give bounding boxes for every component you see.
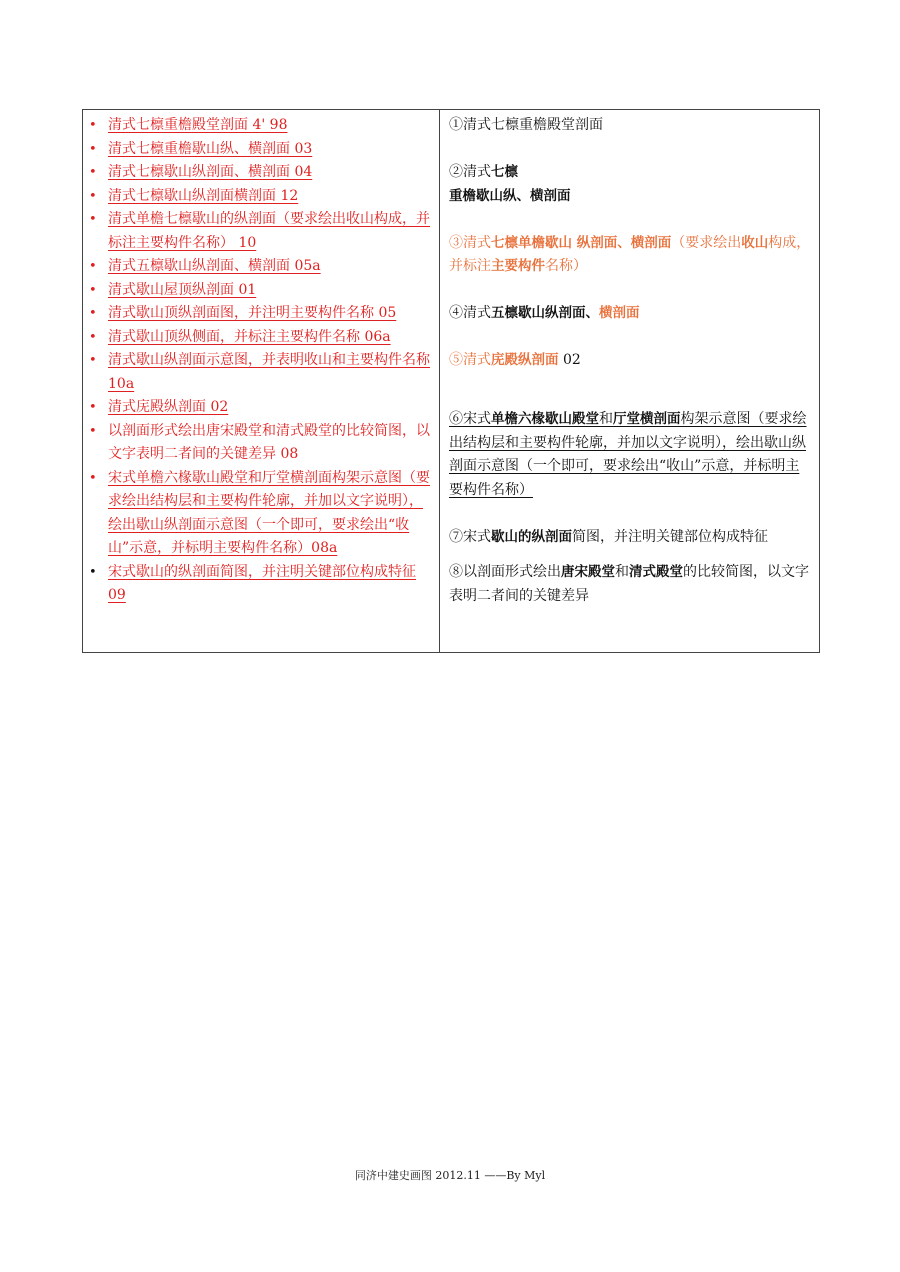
list-item: • 清式歇山纵剖面示意图，并表明收山和主要构件名称 10a [89, 349, 433, 396]
list-item: • 清式七檩歇山纵剖面、横剖面 04 [89, 161, 433, 185]
right-item-2: ②清式七檩 重檐歇山纵、横剖面 [449, 164, 571, 204]
list-item: • 清式单檐七檩歇山的纵剖面（要求绘出收山构成，并标注主要构件名称） 10 [89, 208, 433, 255]
list-item: • 以剖面形式绘出唐宋殿堂和清式殿堂的比较简图，以文字表明二者间的关键差异 08 [89, 420, 433, 467]
bullet-icon: • [89, 564, 97, 580]
bullet-icon: • [89, 282, 97, 298]
list-item: • 清式歇山顶纵侧面，并标注主要构件名称 06a [89, 326, 433, 350]
right-item-4: ④清式五檩歇山纵剖面、横剖面 [449, 305, 640, 321]
bullet-icon: • [89, 212, 97, 227]
bullet-icon: • [89, 470, 97, 486]
left-column [83, 110, 440, 652]
list-item: • 清式七檩歇山纵剖面横剖面 12 [89, 185, 433, 209]
list-item: • 清式五檩歇山纵剖面、横剖面 05a [89, 255, 433, 279]
page-footer: 同济中建史画图 2012.11 ——By Myl [354, 1169, 546, 1182]
bullet-icon: • [89, 306, 97, 321]
bullet-icon: • [89, 118, 97, 133]
right-item-3: ③清式七檩单檐歇山 纵剖面、横剖面（要求绘出收山构成，并标注主要构件名称） [449, 234, 811, 274]
list-item: • 清式庑殿纵剖面 02 [89, 396, 433, 420]
bullet-icon: • [89, 165, 97, 180]
bullet-icon: • [89, 259, 97, 274]
right-item-8: ⑧以剖面形式绘出唐宋殿堂和清式殿堂的比较简图，以文字表明二者间的关键差异 [449, 564, 809, 604]
right-item-5: ⑤清式庑殿纵剖面 02 [449, 352, 581, 368]
list-item: • 清式歇山屋顶纵剖面 01 [89, 279, 433, 303]
bullet-icon: • [89, 400, 97, 415]
list-item: • 清式七檩重檐歇山纵、横剖面 03 [89, 138, 433, 162]
bullet-icon: • [89, 141, 97, 157]
content-table [82, 109, 820, 653]
list-item: • 宋式单檐六椽歇山殿堂和厅堂横剖面构架示意图（要求绘出结构层和主要构件轮廓，并加以文字说明），绘出歇山纵剖面示意图（一个即可，要求绘出“收山”示意，并标明主要构件名称）08a [89, 467, 433, 561]
list-item: • 清式七檩重檐殿堂剖面 4' 98 [89, 114, 433, 138]
bullet-icon: • [89, 188, 97, 204]
list-item: • 宋式歇山的纵剖面简图，并注明关键部位构成特征 09 [89, 561, 433, 608]
assignment-list [89, 114, 433, 608]
right-column [440, 110, 819, 652]
right-item-7: ⑦宋式歇山的纵剖面简图，并注明关键部位构成特征 [449, 528, 768, 545]
right-item-1: ①清式七檩重檐殿堂剖面 [449, 117, 603, 133]
bullet-icon: • [89, 423, 97, 439]
bullet-icon: • [89, 353, 97, 368]
list-item: • 清式歇山顶纵剖面图，并注明主要构件名称 05 [89, 302, 433, 326]
bullet-icon: • [89, 329, 97, 345]
right-item-6: ⑥宋式单檐六椽歇山殿堂和厅堂横剖面构架示意图（要求绘出结构层和主要构件轮廓，并加以文字说明），绘出歇山纵剖面示意图（一个即可，要求绘出“收山”示意，并标明主要构件名称） [449, 411, 807, 498]
